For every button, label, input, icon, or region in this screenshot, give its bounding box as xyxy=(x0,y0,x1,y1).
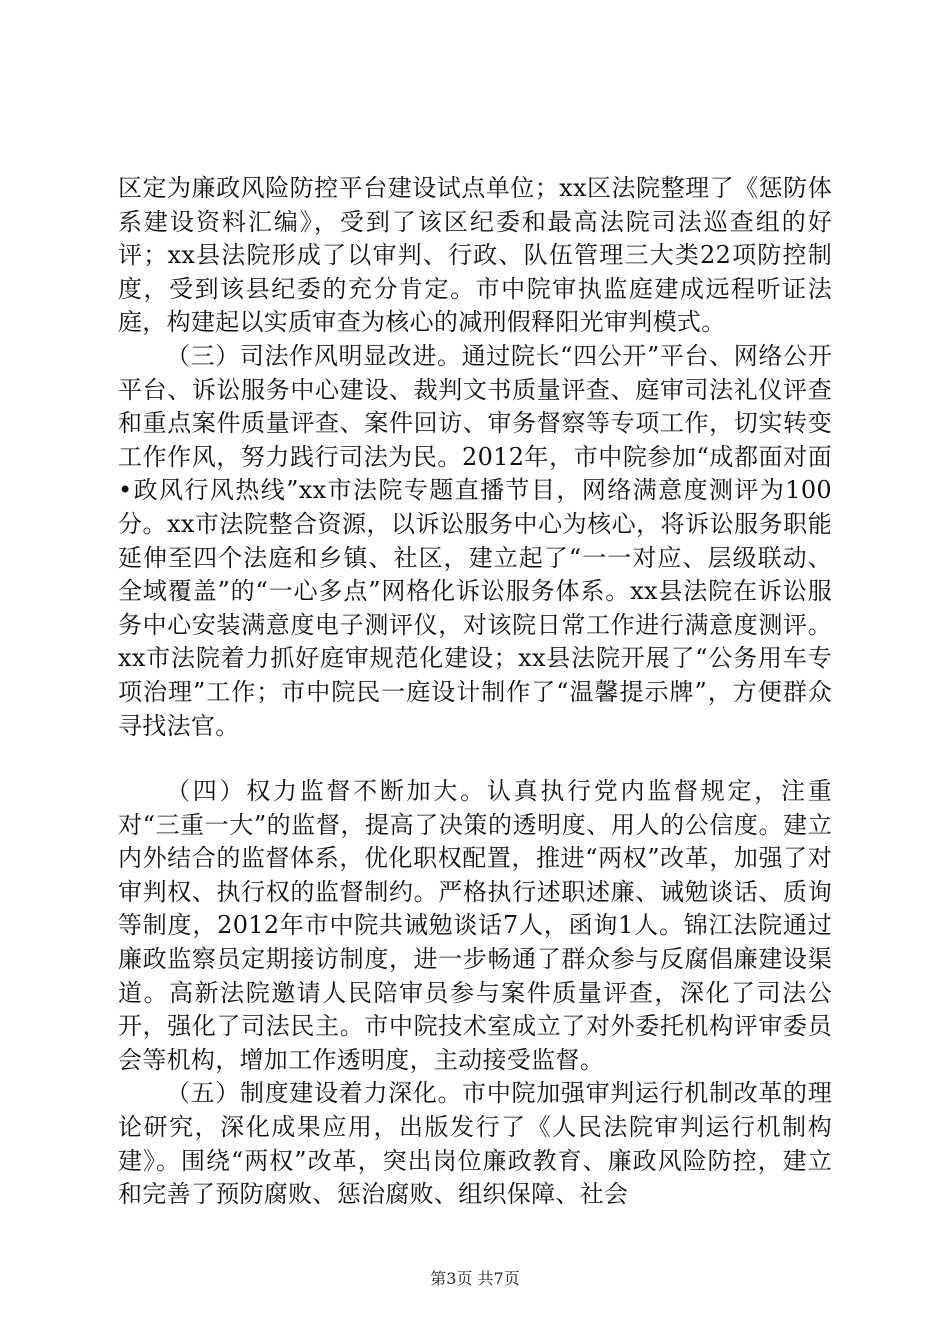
paragraph-continuation: 区定为廉政风险防控平台建设试点单位；xx区法院整理了《惩防体系建设资料汇编》，受到了该区纪委和最高法院司法巡查组的好评；xx县法院形成了以审判、行政、队伍管理三大类22项防控制度，受到该县纪委的充分肯定。市中院审执监庭建成远程听证法庭，构建起以实质审查为核心的减刑假释阳光审判模式。 xyxy=(118,174,832,337)
paragraph-section-five: （五）制度建设着力深化。市中院加强审判运行机制改革的理论研究，深化成果应用，出版发行了《人民法院审判运行机制构建》。围绕“两权”改革，突出岗位廉政教育、廉政风险防控，建立和完善了预防腐败、惩治腐败、组织保障、社会 xyxy=(118,1079,832,1209)
page-footer: 第3页 共7页 xyxy=(430,1269,520,1288)
paragraph-gap xyxy=(118,743,832,775)
paragraph-section-four: （四）权力监督不断加大。认真执行党内监督规定，注重对“三重一大”的监督，提高了决策的透明度、用人的公信度。建立内外结合的监督体系，优化职权配置，推进“两权”改革，加强了对审判权、执行权的监督制约。严格执行述职述廉、诫勉谈话、质询等制度，2012年市中院共诫勉谈话7人，函询1人。锦江法院通过廉政监察员定期接访制度，进一步畅通了群众参与反腐倡廉建设渠道。高新法院邀请人民陪审员参与案件质量评查，深化了司法公开，强化了司法民主。市中院技术室成立了对外委托机构评审委员会等机构，增加工作透明度，主动接受监督。 xyxy=(118,777,832,1074)
paragraph-section-three: （三）司法作风明显改进。通过院长“四公开”平台、网络公开平台、诉讼服务中心建设、裁判文书质量评查、庭审司法礼仪评查和重点案件质量评查、案件回访、审务督察等专项工作，切实转变工作作风，努力践行司法为民。2012年，市中院参加“成都面对面•政风行风热线”xx市法院专题直播节目，网络满意度测评为100分。xx市法院整合资源，以诉讼服务中心为核心，将诉讼服务职能延伸至四个法庭和乡镇、社区，建立起了“一一对应、层级联动、全域覆盖”的“一心多点”网格化诉讼服务体系。xx县法院在诉讼服务中心安装满意度电子测评仪，对该院日常工作进行满意度测评。xx市法院着力抓好庭审规范化建设；xx县法院开展了“公务用车专项治理”工作；市中院民一庭设计制作了“温馨提示牌”，方便群众寻找法官。 xyxy=(118,341,832,740)
document-body xyxy=(118,172,832,1212)
